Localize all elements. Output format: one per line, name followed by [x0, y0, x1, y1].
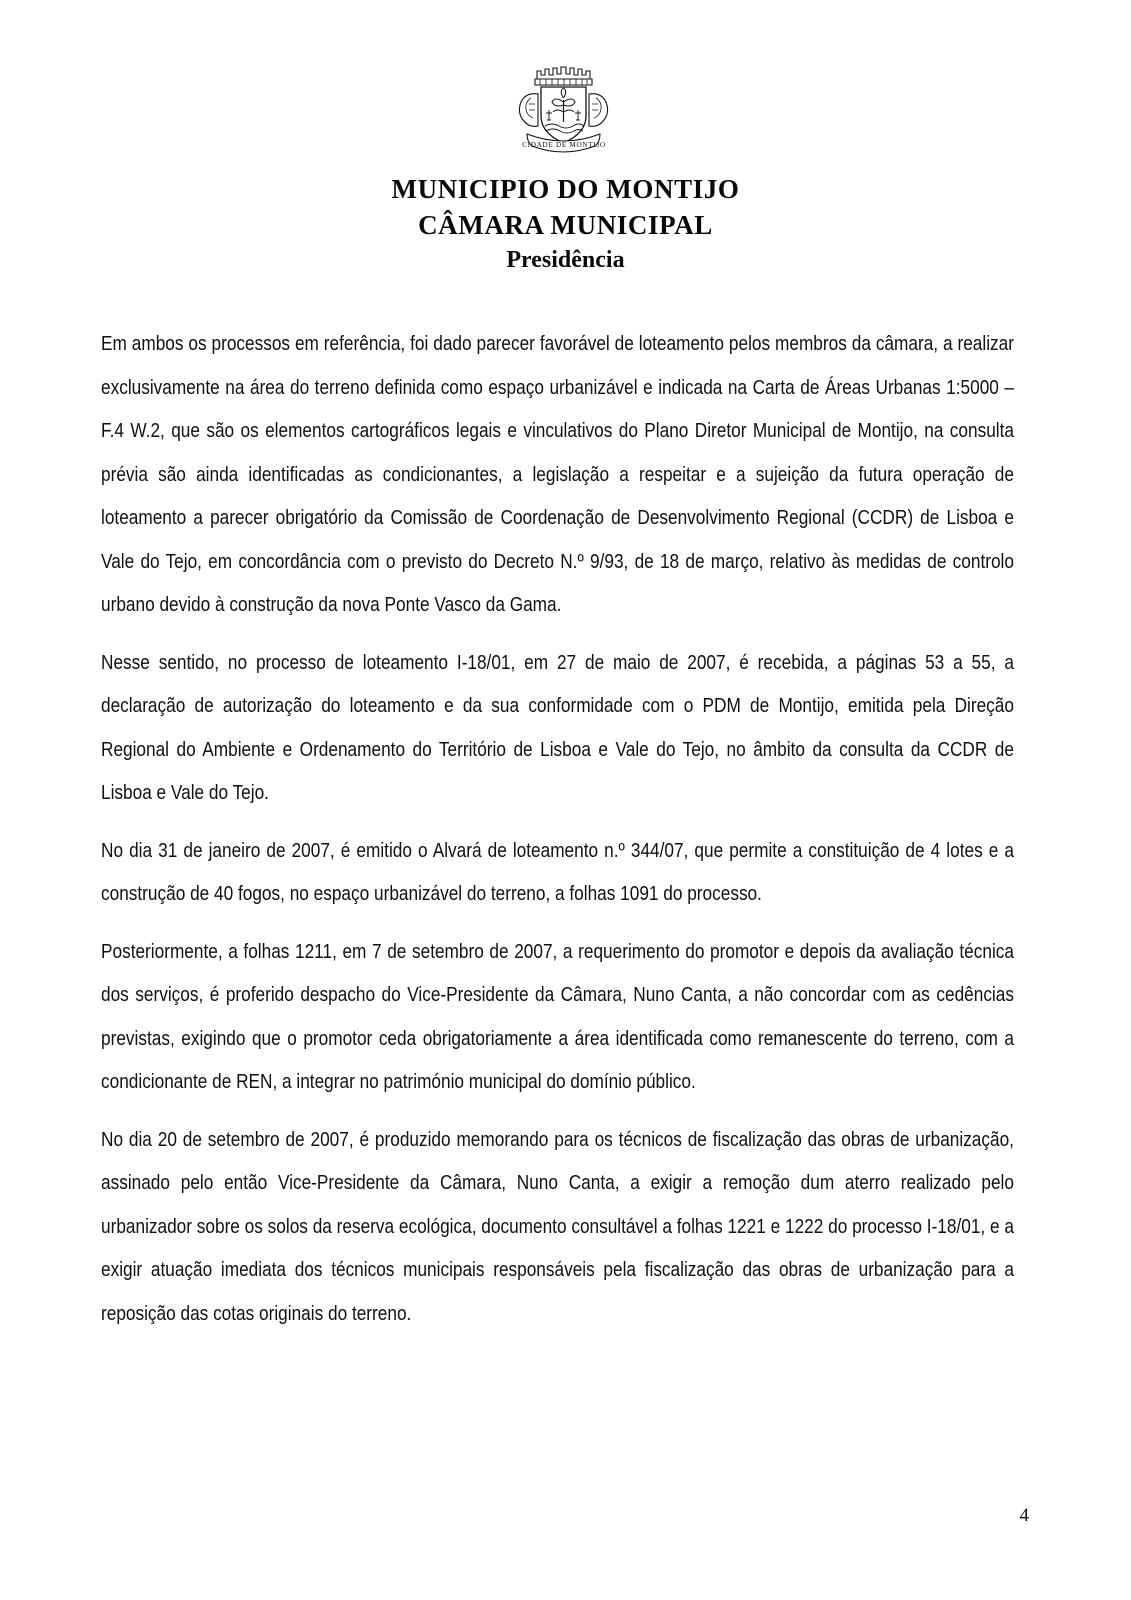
document-body — [101, 323, 1014, 1336]
crest-motto-text: CIDADE DE MONTIJO — [521, 141, 606, 149]
body-paragraph: No dia 31 de janeiro de 2007, é emitido o Alvará de loteamento n.º 344/07, que permite a constituição de 4 lotes e a construção de 40 fogos, no espaço urbanizável do terreno, a folhas 1091 do processo. — [101, 839, 1014, 905]
body-paragraph: Nesse sentido, no processo de loteamento I-18/01, em 27 de maio de 2007, é recebida, a páginas 53 a 55, a declaração de autorização do loteamento e da sua conformidade com o PDM de Montijo, emitida pela Direção Regional do Ambiente e Ordenamento do Território de Lisboa e Vale do Tejo, no âmbito da consulta da CCDR de Lisboa e Vale do Tejo. — [101, 651, 1014, 804]
body-paragraph: Posteriormente, a folhas 1211, em 7 de setembro de 2007, a requerimento do promotor e depois da avaliação técnica dos serviços, é proferido despacho do Vice-Presidente da Câmara, Nuno Canta, a não concordar com as cedências previstas, exigindo que o promotor ceda obrigatoriamente a área identificada como remanescente do terreno, com a condicionante de REN, a integrar no património municipal do domínio público. — [101, 940, 1014, 1093]
department-name: Presidência — [506, 247, 625, 274]
body-paragraph: No dia 20 de setembro de 2007, é produzido memorando para os técnicos de fiscalização das obras de urbanização, assinado pelo então Vice-Presidente da Câmara, Nuno Canta, a exigir a remoção dum aterro realizado pelo urbanizador sobre os solos da reserva ecológica, documento consultável a folhas 1221 e 1222 do processo I-18/01, e a exigir atuação imediata dos técnicos municipais responsáveis pela fiscalização das obras de urbanização para a reposição das cotas originais do terreno. — [101, 1128, 1014, 1325]
organization-name-line-1: MUNICIPIO DO MONTIJO — [391, 174, 740, 204]
letterhead — [0, 0, 1131, 277]
page-number: 4 — [1019, 1505, 1029, 1526]
montijo-coat-of-arms-icon — [507, 52, 625, 164]
organization-name-line-2: CÂMARA MUNICIPAL — [418, 209, 713, 240]
body-paragraph: Em ambos os processos em referência, foi dado parecer favorável de loteamento pelos membros da câmara, a realizar exclusivamente na área do terreno definida como espaço urbanizável e indicada na Carta de Áreas Urbanas 1:5000 – F.4 W.2, que são os elementos cartográficos legais e vinculativos do Plano Diretor Municipal de Montijo, na consulta prévia são ainda identificadas as condicionantes, a legislação a respeitar e a sujeição da futura operação de loteamento a parecer obrigatório da Comissão de Coordenação de Desenvolvimento Regional (CCDR) de Lisboa e Vale do Tejo, em concordância com o previsto do Decreto N.º 9/93, de 18 de março, relativo às medidas de controlo urbano devido à construção da nova Ponte Vasco da Gama. — [101, 333, 1014, 616]
